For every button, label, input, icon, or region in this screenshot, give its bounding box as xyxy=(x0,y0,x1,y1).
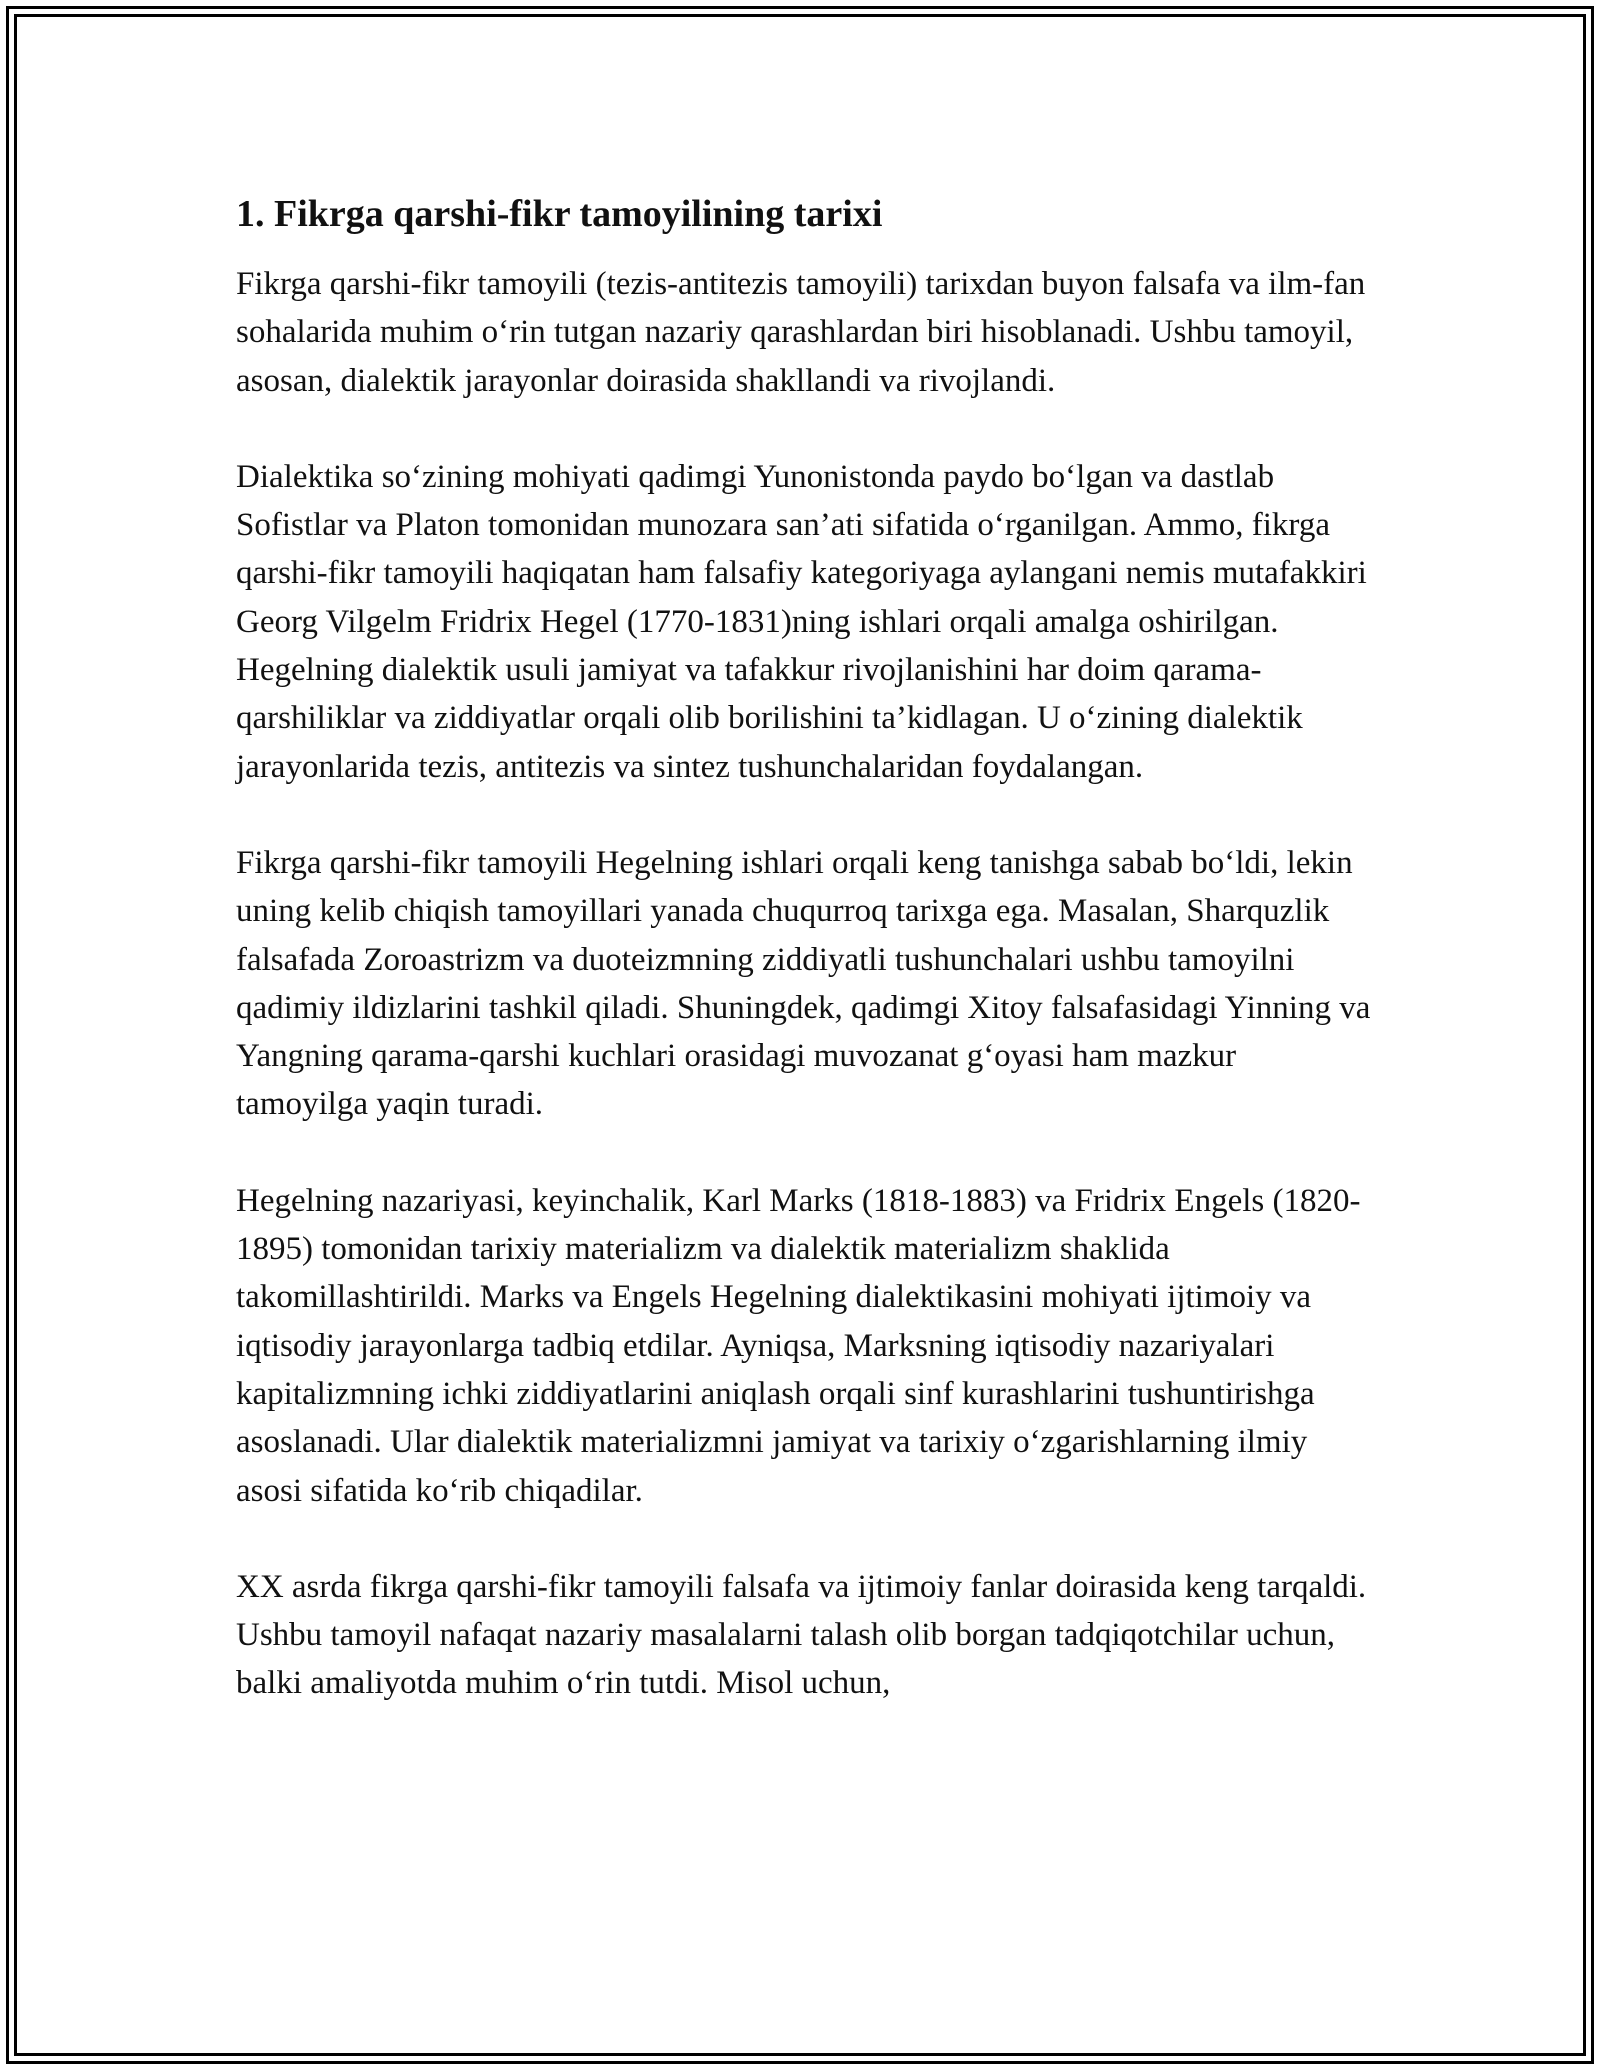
paragraph-2: Dialektika so‘zining mohiyati qadimgi Yunonistonda paydo bo‘lgan va dastlab Sofistlar va Platon tomonidan munozara san’ati sifatida o‘rganilgan. Ammo, fikrga qarshi-fikr tamoyili haqiqatan ham falsafiy kategoriyaga aylangani nemis mutafakkiri Georg Vilgelm Fridrix Hegel (1770-1831)ning ishlari orqali amalga oshirilgan. Hegelning dialektik usuli jamiyat va tafakkur rivojlanishini har doim qarama-qarshiliklar va ziddiyatlar orqali olib borilishini ta’kidlagan. U o‘zining dialektik jarayonlarida tezis, antitezis va sintez tushunchalaridan foydalangan. xyxy=(236,458,1367,785)
document-body xyxy=(236,186,1376,1756)
section-heading: 1. Fikrga qarshi-fikr tamoyilining tarixi xyxy=(236,193,883,235)
paragraph-1: Fikrga qarshi-fikr tamoyili (tezis-antitezis tamoyili) tarixdan buyon falsafa va ilm-fan sohalarida muhim o‘rin tutgan nazariy qarashlardan biri hisoblanadi. Ushbu tamoyil, asosan, dialektik jarayonlar doirasida shakllandi va rivojlandi. xyxy=(236,266,1366,399)
paragraph-5: XX asrda fikrga qarshi-fikr tamoyili falsafa va ijtimoiy fanlar doirasida keng tarqaldi. Ushbu tamoyil nafaqat nazariy masalalarni talash olib borgan tadqiqotchilar uchun, balki amaliyotda muhim o‘rin tutdi. Misol uchun, xyxy=(236,1568,1367,1702)
paragraph-4: Hegelning nazariyasi, keyinchalik, Karl Marks (1818-1883) va Fridrix Engels (1820-1895) tomonidan tarixiy materializm va dialektik materializm shaklida takomillashtirildi. Marks va Engels Hegelning dialektikasini mohiyati ijtimoiy va iqtisodiy jarayonlarga tadbiq etdilar. Ayniqsa, Marksning iqtisodiy nazariyalari kapitalizmning ichki ziddiyatlarini aniqlash orqali sinf kurashlarini tushuntirishga asoslanadi. Ular dialektik materializmni jamiyat va tarixiy o‘zgarishlarning ilmiy asosi sifatida ko‘rib chiqadilar. xyxy=(236,1182,1361,1509)
paragraph-3: Fikrga qarshi-fikr tamoyili Hegelning ishlari orqali keng tanishga sabab bo‘ldi, lekin uning kelib chiqish tamoyillari yanada chuqurroq tarixga ega. Masalan, Sharquzlik falsafada Zoroastrizm va duoteizmning ziddiyatli tushunchalari ushbu tamoyilni qadimiy ildizlarini tashkil qiladi. Shuningdek, qadimgi Xitoy falsafasidagi Yinning va Yangning qarama-qarshi kuchlari orasidagi muvozanat g‘oyasi ham mazkur tamoyilga yaqin turadi. xyxy=(236,844,1371,1123)
